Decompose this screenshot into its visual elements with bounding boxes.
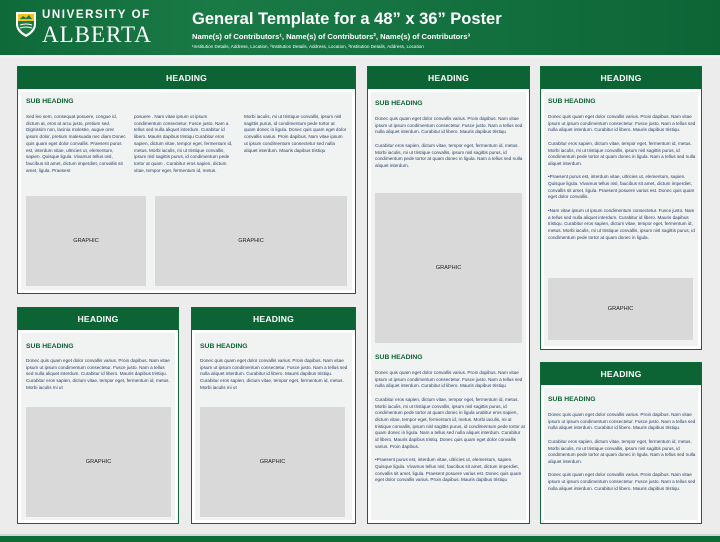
panel-body [21, 333, 175, 520]
panel-right-bottom [540, 362, 702, 524]
body-text [548, 114, 696, 248]
graphic-placeholder: GRAPHIC [548, 278, 693, 340]
paragraph: Curabitur eros sapien, dictum vitae, tempor eget, fermentum id, metus. Morbi iaculis, mi ut tristique convallis, ipsum nisl sagittis purus, id condimentum pede tortor at quam donec in ligula. Nam a tellus sed nulla aliquet interdum. [548, 438, 696, 464]
body-text [375, 370, 525, 491]
logo-alberta: ALBERTA [42, 21, 152, 47]
panel-heading: HEADING [541, 67, 701, 89]
panel-bottom-middle [191, 307, 356, 524]
paragraph: Donec quis quam eget dolor convallis varius. Proin dapibus. Nam vitae ipsum ut ipsum condimentum consectetur. Fusce justo. Nam a tellus sed nulla aliquet interdum. Curabitur id libero. Mauris dapibus tristiqu. [548, 114, 696, 133]
sub-heading: SUB HEADING [548, 98, 596, 105]
university-shield-icon [14, 10, 38, 38]
panel-heading: HEADING [368, 67, 529, 89]
paragraph: Donec quis quam eget dolor convallis varius. Proin dapibus. Nam vitae ipsum ut ipsum condimentum consectetur. Fusce justo. Nam a tellus sed nulla aliquet interdum. Curabitur id libero. Mauris dapibus tristiqu [375, 370, 523, 389]
graphic-placeholder: GRAPHIC [155, 196, 347, 286]
body-text-column-2: posuere . Nam vitae ipsum ut ipsum condimentum consectetur. Fusce justo. Nam a tellus sed nulla aliquet interdum. Curabitur id libero. Mauris dapibus tristiqu Curabitur eros sapien, dictum vitae, tempor eget, fermentum id, metus. Morbi iaculis, mi ut tristique convallis, ipsum nisl sagittis purus, id condimentum pede tortor at quam . Curabitur eros sapien, dictum vitae, tempor eget, fermentum id, metus. [134, 114, 233, 173]
paragraph: •Nam vitae ipsum ut ipsum condimentum consectetur. Fusce justo. Nam a tellus sed nulla aliquet interdum. Curabitur id libero. Mauris dapibus tristiqu. Curabitur eros sapien, dictum vitae, tempor eget, fermentum id, metus. Morbi iaculis, mi ut tristique convallis, ipsum nisl sagittis purus, id condimentum pede tortor at quam donec in ligula. [548, 207, 695, 240]
panel-heading: HEADING [541, 363, 701, 385]
sub-heading: SUB HEADING [26, 98, 74, 105]
panel-heading: HEADING [18, 308, 178, 330]
poster-title: General Template for a 48” x 36” Poster [192, 10, 502, 28]
body-text [548, 412, 696, 499]
paragraph: Donec quis quam eget dolor convallis varius. Proin dapibus. Nam vitae ipsum ut ipsum condimentum consectetur. Fusce justo. Nam a tellus sed nulla aliquet interdum. Curabitur id libero. Mauris dapibus tristiqu [375, 116, 523, 135]
graphic-placeholder: GRAPHIC [26, 407, 171, 517]
panel-body [544, 92, 698, 346]
panel-top-left [17, 66, 356, 294]
panel-right-top [540, 66, 702, 350]
body-text-column-3: Morbi iaculis, mi ut tristique convallis, ipsum nisl sagittis purus, id condimentum pede tortor at quam donec in ligula. Donec quis quam eget dolor convallis varius. Proin dapibus. Nam vitae ipsum ut ipsum condimentum consectetur sed nulla aliquet interdum. Mauris dapibus tristiqu [244, 114, 347, 153]
paragraph: Donec quis quam eget dolor convallis varius. Proin dapibus. Nam vitae ipsum ut ipsum condimentum consectetur. Fusce justo. Nam a tellus sed nulla aliquet interdum. Curabitur id libero. Mauris dapibus tristiqu. [548, 412, 696, 431]
panel-center [367, 66, 530, 524]
paragraph: •Praesent purus est, interdum vitae, ultricies ut, elementum, sapien. Quisque ligula. Vivamus tellus nisl, faucibus sit amet, dictum imperdiet, convallis sit amet, ligula. Praesent posuere varius est. Donec quis quam eget dolor convallis varius. Proin dapibus. Mauris dapibus tristiqu [375, 457, 522, 483]
body-text: Donec quis quam eget dolor convallis varius. Proin dapibus. Nam vitae ipsum ut ipsum condimentum consectetur. Fusce justo. Nam a tellus sed nulla aliquet interdum. Curabitur id libero. Mauris dapibus tristiqu. Curabitur eros sapien, dictum vitae, tempor eget, fermentum id, metus. Morbi iaculis mi ut [200, 358, 348, 390]
paragraph: Curabitur eros sapien, dictum vitae, tempor eget, fermentum id, metus. Morbi iaculis, mi ut tristique convallis, ipsum nisl sagittis purus, id condimentum pede tortor at quam donec in ligula. Nam a tellus sed nulla aliquet interdum. [375, 142, 523, 168]
graphic-placeholder: GRAPHIC [200, 407, 345, 517]
body-text: Donec quis quam eget dolor convallis varius. Proin dapibus. Nam vitae ipsum ut ipsum condimentum consectetur. Fusce justo. Nam a tellus sed nulla aliquet interdum. Curabitur id libero. Mauris dapibus tristiqu. Curabitur eros sapien, dictum vitae, tempor eget, fermentum id, metus. Morbi iaculis mi ut [26, 358, 170, 390]
university-logo [14, 8, 152, 46]
body-text [375, 116, 525, 176]
sub-heading: SUB HEADING [200, 343, 248, 350]
logo-university-of: UNIVERSITY OF [42, 9, 151, 21]
body-text-column-1: Sed leo sem, consequat posuere, congue id, dictum at, eros at arcu justo, pretium sed. Dignissim non, lacinia molestie, augue orec ipsum dolor, pretium malesuada nec diam Donec quis quam eget dolor convallis. Praesent purus est, interdum vitae, ultricies ut, elementum, sapien. Quisque ligula. Vivamus tellus nisl, faucibus sit amet, dictum imperdiet, convallis sit amet, ligula. Praesent [26, 114, 126, 173]
panel-heading: HEADING [18, 67, 355, 89]
header-divider [0, 55, 720, 58]
graphic-placeholder: GRAPHIC [26, 196, 146, 286]
panel-body [21, 92, 352, 290]
poster-header [0, 0, 720, 55]
contributors: Name(s) of Contributors¹, Name(s) of Contributors², Name(s) of Contributors³ [192, 32, 471, 41]
title-block [192, 10, 502, 49]
graphic-placeholder: GRAPHIC [375, 193, 522, 343]
paragraph: •Praesent purus est, interdum vitae, ultricies ut, elementum, sapien. Quisque ligula. Vivamus tellus nisl, faucibus sit amet, dictum imperdiet, convallis sit amet, ligula. Praesent posuere varius est. Donec quis quam eget dolor convallis. [548, 174, 695, 200]
panel-bottom-left [17, 307, 179, 524]
sub-heading: SUB HEADING [375, 354, 423, 361]
paragraph: Curabitur eros sapien, dictum vitae, tempor eget, fermentum id, metus. Morbi iaculis, mi ut tristique convallis, ipsum nisl sagittis purus, id condimentum pede tortor at quam donec in ligula. Nam a tellus sed nulla aliquet interdum. [548, 140, 696, 166]
sub-heading: SUB HEADING [375, 100, 423, 107]
sub-heading: SUB HEADING [26, 343, 74, 350]
panel-heading: HEADING [192, 308, 355, 330]
paragraph: Donec quis quam eget dolor convallis varius. Proin dapibus. Nam vitae ipsum ut ipsum condimentum consectetur. Fusce justo. Nam a tellus sed nulla aliquet interdum. Curabitur id libero. Mauris dapibus tristiqu. [548, 472, 696, 491]
sub-heading: SUB HEADING [548, 396, 596, 403]
paragraph: Curabitur eros sapien, dictum vitae, tempor eget, fermentum id, metus. Morbi iaculis, mi ut tristique convallis, ipsum nisl sagittis purus, id condimentum pede tortor at quam donec in ligula urabitur eros sapien, dictum vitae, tempor eget, fermentum id, metus. Morbi iaculis, mi ut tristique convallis, ipsum nisl sagittis purus, id condimentum pede tortor at quam donec in ligula. Nam a tellus sed nulla aliquet interdum. Curabitur id libero. Mauris dapibus tristiq. Donec quis quam eget dolor convallis varius. Proin dapibus. [375, 396, 525, 449]
panel-body [195, 333, 352, 520]
institution-details: ¹Institution Details, Address, Location, ²Institution Details, Address, Location, ³Institution Details, Address, Location [192, 44, 424, 49]
panel-body [544, 388, 698, 520]
panel-body [371, 92, 526, 520]
poster-footer [0, 536, 720, 542]
